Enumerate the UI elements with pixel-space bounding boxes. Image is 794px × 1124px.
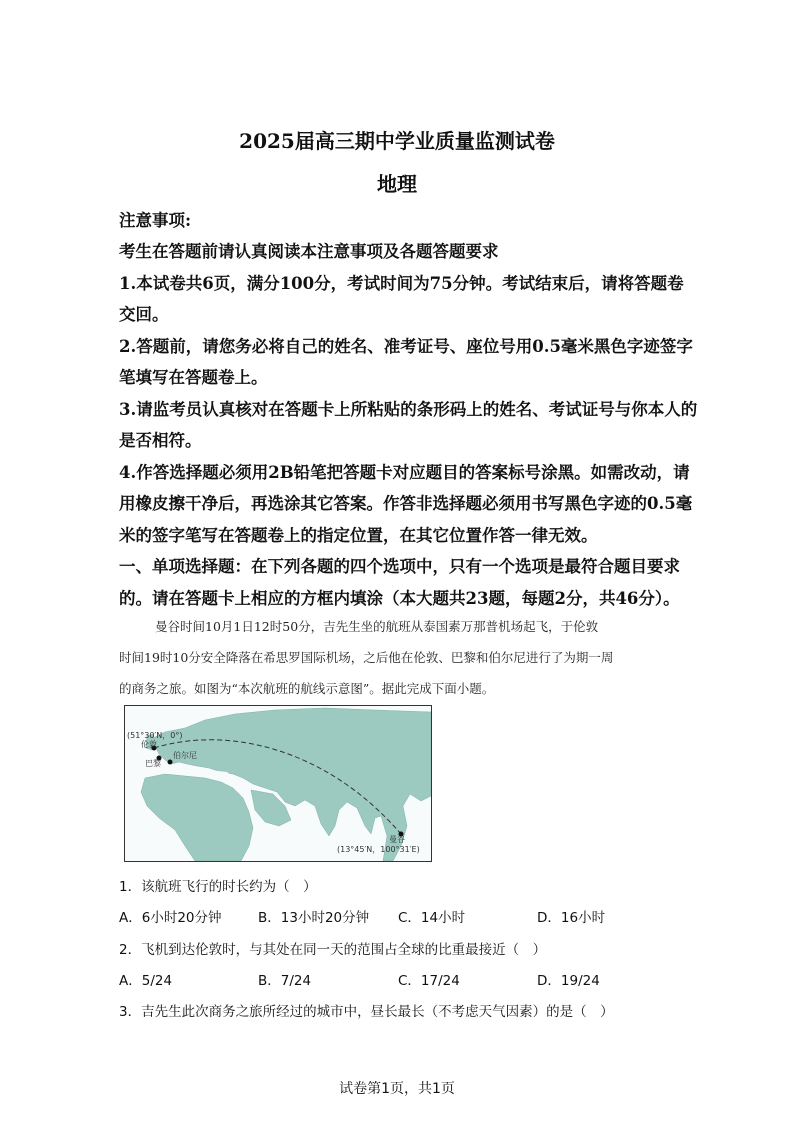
question-2-option-a: A．5/24 <box>119 973 173 989</box>
notice-line: 4.作答选择题必须用2B铅笔把答题卡对应题目的答案标号涂黑。如需改动，请 <box>119 463 690 482</box>
question-2-option-c: C．17/24 <box>398 973 460 989</box>
notice-heading: 注意事项: <box>119 211 192 230</box>
notice-line: 是否相符。 <box>119 431 202 450</box>
section-heading: 的。请在答题卡上相应的方框内填涂（本大题共23题，每题2分，共46分）。 <box>119 589 680 608</box>
flight-route-map <box>124 705 432 862</box>
passage-line: 的商务之旅。如图为“本次航班的航线示意图”。据此完成下面小题。 <box>119 681 495 696</box>
question-3-stem: 3．吉先生此次商务之旅所经过的城市中，昼长最长（不考虑天气因素）的是（ ） <box>119 1004 614 1020</box>
notice-line: 2.答题前，请您务必将自己的姓名、准考证号、座位号用0.5毫米黑色字迹签字 <box>119 337 693 356</box>
bern-marker <box>168 760 173 765</box>
passage-line: 曼谷时间10月1日12时50分，吉先生坐的航班从泰国素万那普机场起飞，于伦敦 <box>155 619 599 634</box>
page-footer: 试卷第1页，共1页 <box>339 1081 455 1097</box>
passage-line: 时间19时10分安全降落在希思罗国际机场，之后他在伦敦、巴黎和伯尔尼进行了为期一周 <box>119 650 614 665</box>
question-2-option-b: B．7/24 <box>258 973 312 989</box>
bern-label: 伯尔尼 <box>173 751 197 760</box>
notice-line: 笔填写在答题卷上。 <box>119 368 268 387</box>
notice-line: 交回。 <box>119 305 169 324</box>
london-coordinate-label: (51°30′N，0°) <box>127 731 183 740</box>
question-1-option-c: C．14小时 <box>398 910 466 926</box>
london-label: 伦敦 <box>141 740 157 749</box>
question-2-option-d: D．19/24 <box>537 973 600 989</box>
bangkok-coordinate-label: (13°45′N，100°31′E) <box>337 845 420 854</box>
question-1-stem: 1．该航班飞行的时长约为（ ） <box>119 879 317 895</box>
notice-line: 3.请监考员认真核对在答题卡上所粘贴的条形码上的姓名、考试证号与你本人的 <box>119 400 698 419</box>
exam-subject: 地理 <box>377 172 417 196</box>
notice-line: 用橡皮擦干净后，再选涂其它答案。作答非选择题必须用书写黑色字迹的0.5毫 <box>119 494 693 513</box>
paris-label: 巴黎 <box>145 759 161 768</box>
notice-line: 1.本试卷共6页，满分100分，考试时间为75分钟。考试结束后，请将答题卷 <box>119 274 684 293</box>
question-1-option-b: B．13小时20分钟 <box>258 910 370 926</box>
section-heading: 一、单项选择题：在下列各题的四个选项中，只有一个选项是最符合题目要求 <box>119 557 680 576</box>
question-1-option-d: D．16小时 <box>537 910 606 926</box>
question-1-option-a: A．6小时20分钟 <box>119 910 222 926</box>
notice-intro: 考生在答题前请认真阅读本注意事项及各题答题要求 <box>119 242 499 261</box>
question-2-stem: 2．飞机到达伦敦时，与其处在同一天的范围占全球的比重最接近（ ） <box>119 942 547 958</box>
exam-title: 2025届高三期中学业质量监测试卷 <box>239 129 555 153</box>
notice-line: 米的签字笔写在答题卷上的指定位置，在其它位置作答一律无效。 <box>119 526 598 545</box>
bangkok-label: 曼谷 <box>389 835 405 844</box>
